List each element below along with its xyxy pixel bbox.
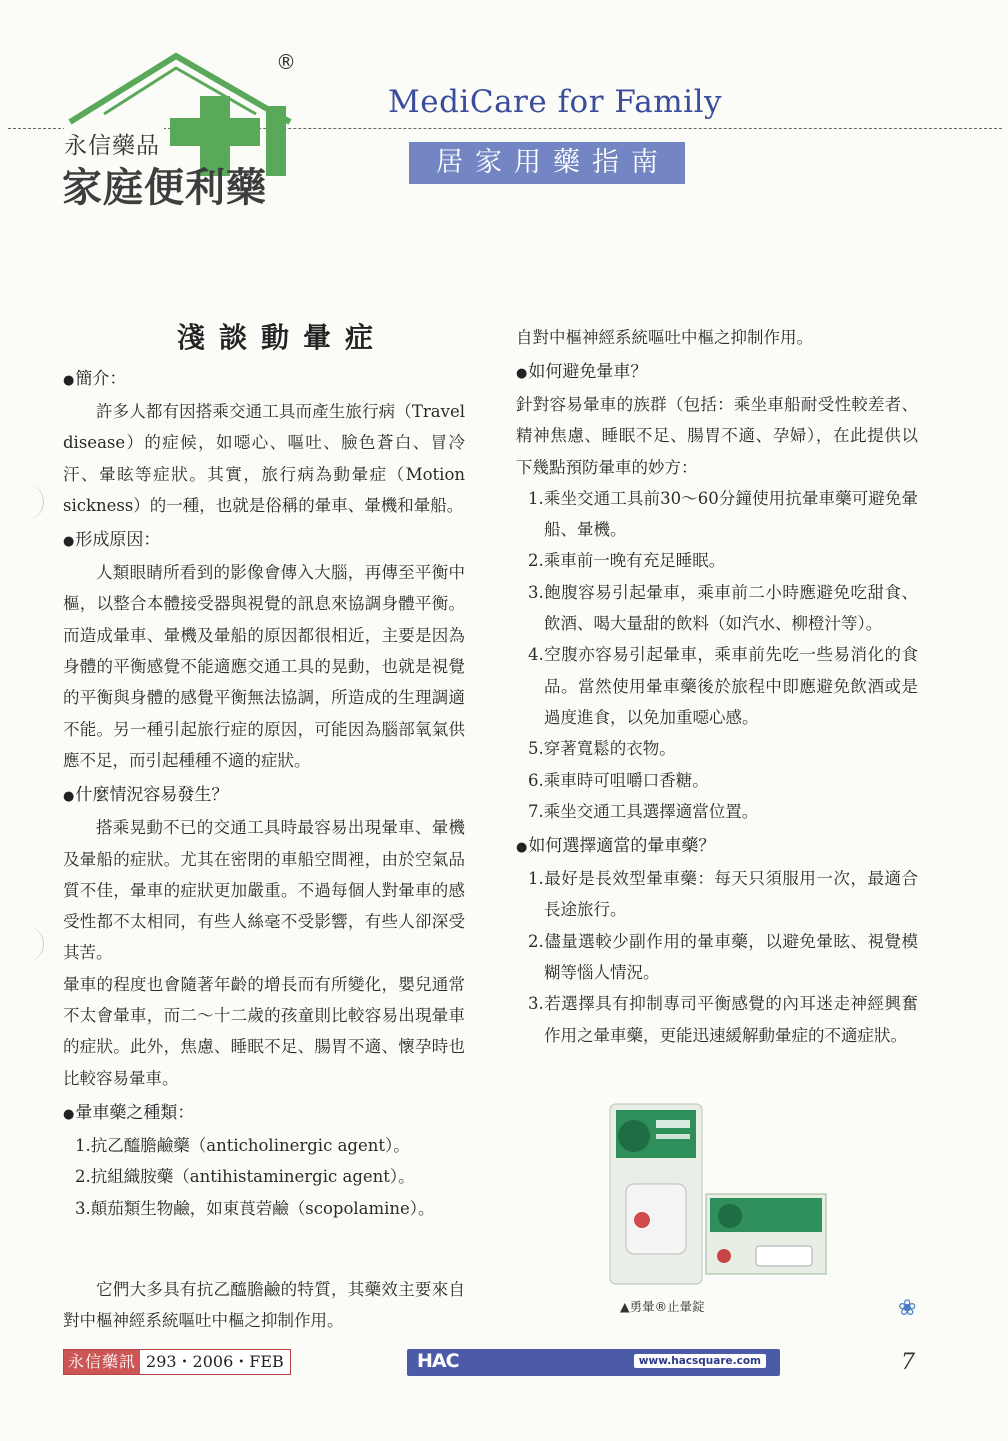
paragraph: 人類眼睛所看到的影像會傳入大腦，再傳至平衡中樞，以整合本體接受器與視覺的訊息來協調身體平衡。而造成暈車、暈機及暈船的原因都很相近，主要是因為身體的平衡感覺不能適應交通工具的晃動，也就是視覺的平衡與身體的感覺平衡無法協調，所造成的生理調適不能。另一種引起旅行症的原因，可能因為腦部氧氣供應不足，而引起種種不適的症狀。 xyxy=(63,563,465,770)
list-item: 1.最好是長效型暈車藥：每天只須服用一次，最適合長途旅行。 xyxy=(528,869,918,920)
section-heading: ● 暈車藥之種類： xyxy=(63,1098,465,1130)
hac-banner xyxy=(407,1349,780,1376)
paragraph: 搭乘晃動不已的交通工具時最容易出現暈車、暈機及暈船的症狀。尤其在密閉的車船空間裡，由於空氣品質不佳，暈車的症狀更加嚴重。不過每個人對暈車的感受性都不太相同，有些人絲毫不受影響，有些人卻深受其苦。 xyxy=(63,818,465,963)
mascot-icon: ❀ xyxy=(898,1296,917,1321)
product-package-image xyxy=(606,1100,836,1290)
registered-mark: ® xyxy=(276,50,296,74)
logo-brand: 永信藥品 xyxy=(64,127,164,160)
paragraph: 針對容易暈車的族群（包括：乘坐車船耐受性較差者、精神焦慮、睡眠不足、腸胃不適、孕婦），在此提供以下幾點預防暈車的妙方： xyxy=(516,395,918,477)
list-item: 2.抗組織胺藥（antihistaminergic agent）。 xyxy=(75,1167,415,1187)
list-item: 3.顛茄類生物鹼，如東莨菪鹼（scopolamine）。 xyxy=(75,1198,435,1218)
paragraph-continued-start xyxy=(63,1274,465,1331)
binding-hole-mark xyxy=(20,484,44,520)
page-number: 7 xyxy=(901,1350,915,1375)
section-heading: ● 什麼情況容易發生？ xyxy=(63,780,465,812)
list-item: 4.空腹亦容易引起暈車，乘車前先吃一些易消化的食品。當然使用暈車藥後於旅程中即應避免飲酒或是過度進食，以免加重噁心感。 xyxy=(528,645,918,727)
paragraph-continued: 自對中樞神經系統嘔吐中樞之抑制作用。 xyxy=(516,328,813,347)
brand-title-en: MediCare for Family xyxy=(388,84,723,120)
hac-logo: HAC xyxy=(417,1350,459,1372)
closing-paragraph-left: 它們大多具有抗乙醯膽鹼的特質，其藥效主要來自對中樞神經系統嘔吐中樞之抑制作用。 xyxy=(63,1280,465,1331)
footer-issue: 293・2006・FEB xyxy=(140,1350,290,1374)
footer-issue-badge xyxy=(63,1349,291,1375)
list-item: 2.乘車前一晚有充足睡眠。 xyxy=(528,551,726,571)
footer-brand-name: 永信藥訊 xyxy=(64,1350,140,1374)
logo-name: 家庭便利藥 xyxy=(62,165,267,211)
guide-subtitle-box: 居家用藥指南 xyxy=(409,142,685,184)
list-item: 7.乘坐交通工具選擇適當位置。 xyxy=(528,801,759,821)
list-item: 6.乘車時可咀嚼口香糖。 xyxy=(528,770,709,790)
section-heading: ● 如何避免暈車？ xyxy=(516,357,918,389)
hac-url-link[interactable]: www.hacsquare.com xyxy=(634,1354,766,1368)
image-caption: ▲勇暈®止暈錠 xyxy=(620,1299,705,1314)
list-item: 3.飽腹容易引起暈車，乘車前二小時應避免吃甜食、飲酒、喝大量甜的飲料（如汽水、柳橙汁等）。 xyxy=(528,582,918,634)
section-heading: ● 簡介： xyxy=(63,364,465,396)
list-item: 5.穿著寬鬆的衣物。 xyxy=(528,739,676,759)
list-item: 1.乘坐交通工具前30～60分鐘使用抗暈車藥可避免暈船、暈機。 xyxy=(528,488,918,540)
binding-hole-mark xyxy=(20,926,44,962)
paragraph: 許多人都有因搭乘交通工具而產生旅行病（Travel disease）的症候，如噁心、嘔吐、臉色蒼白、冒冷汗、暈眩等症狀。其實，旅行病為動暈症（Motion sickness）的一種，也就是俗稱的暈車、暈機和暈船。 xyxy=(63,402,465,515)
list-item: 3.若選擇具有抑制專司平衡感覺的內耳迷走神經興奮作用之暈車藥，更能迅速緩解動暈症的不適症狀。 xyxy=(528,994,918,1045)
paragraph: 暈車的程度也會隨著年齡的增長而有所變化，嬰兒通常不太會暈車，而二～十二歲的孩童則比較容易出現暈車的症狀。此外，焦慮、睡眠不足、腸胃不適、懷孕時也比較容易暈車。 xyxy=(63,974,465,1088)
article-title: 淺談動暈症 xyxy=(176,321,387,354)
list-item: 2.儘量選較少副作用的暈車藥，以避免暈眩、視覺模糊等惱人情況。 xyxy=(528,931,918,983)
section-heading: ● 如何選擇適當的暈車藥？ xyxy=(516,831,918,863)
section-heading: ● 形成原因： xyxy=(63,525,465,557)
left-column xyxy=(63,318,465,1224)
list-item: 1.抗乙醯膽鹼藥（anticholinergic agent）。 xyxy=(75,1135,410,1155)
